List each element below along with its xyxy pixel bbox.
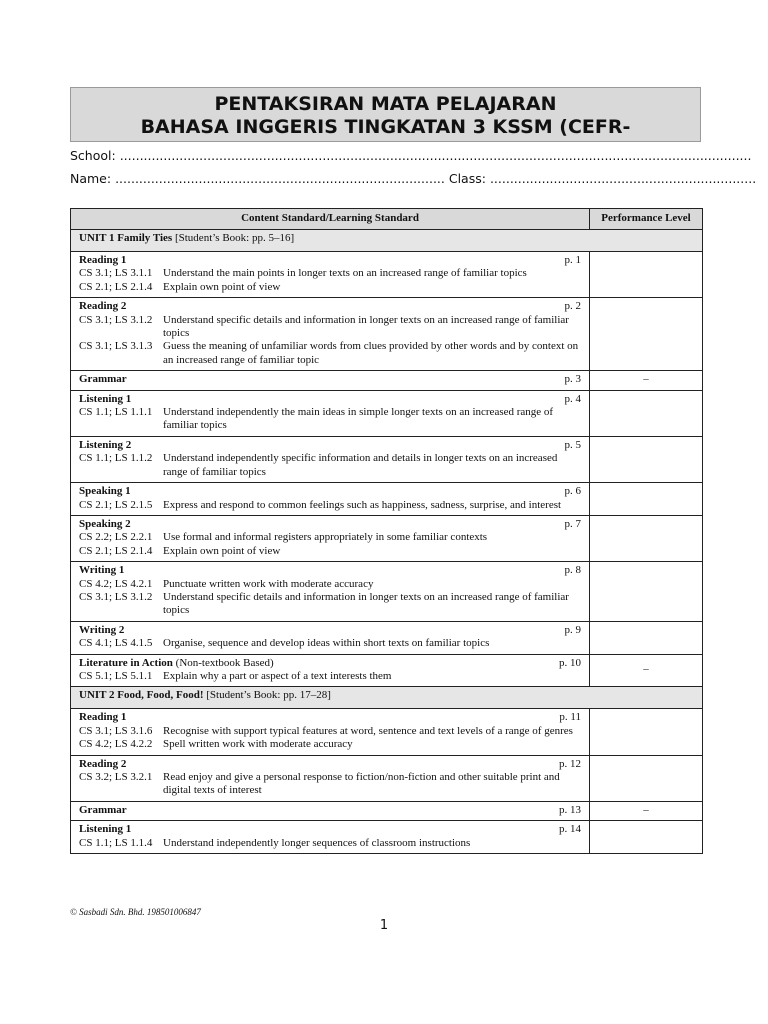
page-ref: p. 11 <box>559 711 581 724</box>
standard-description: Understand independently specific information and details in longer texts on an increased range of familiar topics <box>163 452 558 478</box>
standard-code: CS 4.2; LS 4.2.2 <box>79 738 153 751</box>
standard-description: Explain own point of view <box>163 544 281 557</box>
standard-code: CS 5.1; LS 5.1.1 <box>79 669 153 682</box>
class-dots: ................................................................... <box>489 171 757 186</box>
learning-standard <box>79 837 581 850</box>
table-row <box>71 515 703 561</box>
learning-standard <box>79 771 581 798</box>
learning-standard <box>79 670 581 683</box>
standard-code: CS 3.1; LS 3.1.3 <box>79 340 153 353</box>
page-ref: p. 8 <box>564 564 581 577</box>
table-row <box>71 801 703 820</box>
learning-standard <box>79 545 581 558</box>
standard-description: Use formal and informal registers appropriately in some familiar contexts <box>163 531 488 544</box>
standard-description: Understand the main points in longer texts on an increased range of familiar topics <box>163 267 527 280</box>
standard-cell <box>71 801 590 820</box>
table-row <box>71 654 703 687</box>
learning-standard <box>79 725 581 738</box>
section-title: Literature in Action <box>79 656 173 669</box>
standard-cell <box>71 483 590 516</box>
learning-standard <box>79 452 581 479</box>
standard-code: CS 2.2; LS 2.2.1 <box>79 531 153 544</box>
standard-code: CS 3.1; LS 3.1.6 <box>79 724 153 737</box>
standard-cell <box>71 709 590 755</box>
table-row <box>71 298 703 371</box>
standard-description: Organise, sequence and develop ideas within short texts on familiar topics <box>163 637 490 650</box>
name-dots: ................................................................................... <box>115 171 445 186</box>
performance-level-cell[interactable]: – <box>590 801 703 820</box>
page-ref: p. 5 <box>564 438 581 451</box>
standard-cell <box>71 298 590 371</box>
table-row <box>71 252 703 298</box>
standard-description: Explain why a part or aspect of a text interests them <box>163 669 392 682</box>
school-field[interactable] <box>70 148 751 163</box>
standard-description: Recognise with support typical features at word, sentence and text levels of a range of genres <box>163 724 573 737</box>
table-body <box>71 230 703 854</box>
standard-description: Explain own point of view <box>163 280 281 293</box>
name-class-field[interactable] <box>70 171 756 186</box>
standard-cell <box>71 821 590 854</box>
standard-description: Punctuate written work with moderate accuracy <box>163 577 374 590</box>
section-title: Listening 1 <box>79 392 132 405</box>
learning-standard <box>79 340 581 367</box>
standard-cell <box>71 621 590 654</box>
performance-level-cell[interactable] <box>590 515 703 561</box>
learning-standard <box>79 738 581 751</box>
section-title: Reading 2 <box>79 300 127 313</box>
page-ref: p. 3 <box>564 373 581 386</box>
unit-label: UNIT 1 Family Ties <box>79 232 173 244</box>
section-title: Writing 1 <box>79 564 125 577</box>
learning-standard <box>79 591 581 618</box>
performance-level-cell[interactable] <box>590 821 703 854</box>
performance-level-cell[interactable] <box>590 562 703 622</box>
performance-level-cell[interactable]: – <box>590 371 703 390</box>
standard-description: Express and respond to common feelings such as happiness, sadness, surprise, and interest <box>163 498 562 511</box>
standard-cell <box>71 371 590 390</box>
standard-description: Understand specific details and information in longer texts on an increased range of familiar topics <box>163 313 569 340</box>
standard-cell <box>71 654 590 687</box>
section-title: Grammar <box>79 373 127 386</box>
standard-description: Understand specific details and information in longer texts on an increased range of familiar topics <box>163 590 569 617</box>
col-header-performance: Performance Level <box>590 209 703 230</box>
section-title: Reading 2 <box>79 757 127 770</box>
performance-level-cell[interactable] <box>590 390 703 436</box>
page-ref: p. 10 <box>559 656 581 669</box>
unit-label: UNIT 2 Food, Food, Food! <box>79 689 204 702</box>
standard-description: Understand independently longer sequences of classroom instructions <box>163 836 471 849</box>
section-title: Grammar <box>79 803 127 816</box>
standard-cell <box>71 562 590 622</box>
copyright-footer: © Sasbadi Sdn. Bhd. 198501006847 <box>70 907 201 917</box>
table-row <box>71 371 703 390</box>
performance-level-cell[interactable] <box>590 436 703 482</box>
page-ref: p. 6 <box>564 485 581 498</box>
performance-level-cell[interactable]: – <box>590 654 703 687</box>
standard-code: CS 3.1; LS 3.1.2 <box>79 313 153 326</box>
page-ref: p. 1 <box>564 254 581 266</box>
table-row <box>71 436 703 482</box>
standard-cell <box>71 515 590 561</box>
standard-cell <box>71 755 590 801</box>
standard-code: CS 1.1; LS 1.1.2 <box>79 452 153 465</box>
learning-standard <box>79 499 581 512</box>
learning-standard <box>79 637 581 650</box>
standard-description: Read enjoy and give a personal response to fiction/non-fiction and other suitable print and digital texts of interest <box>163 771 560 797</box>
standard-code: CS 3.1; LS 3.1.2 <box>79 590 153 603</box>
unit-ref: [Student’s Book: pp. 5–16] <box>174 232 295 244</box>
section-title: Listening 2 <box>79 438 132 451</box>
standard-description: Spell written work with moderate accuracy <box>163 738 353 751</box>
standard-code: CS 2.1; LS 2.1.4 <box>79 544 153 557</box>
page-ref: p. 2 <box>564 300 581 313</box>
name-label: Name: <box>70 171 112 186</box>
page-ref: p. 9 <box>564 623 581 636</box>
standard-cell <box>71 252 590 298</box>
standard-cell <box>71 436 590 482</box>
section-title: Speaking 1 <box>79 485 131 498</box>
page-number: 1 <box>379 918 389 933</box>
title-line-2: BAHASA INGGERIS TINGKATAN 3 KSSM (CEFR- <box>140 116 631 138</box>
standard-description: Guess the meaning of unfamiliar words from clues provided by other words and by context on an increased range of familiar topic <box>163 340 579 366</box>
learning-standard <box>79 531 581 544</box>
learning-standard <box>79 281 581 294</box>
section-note: (Non-textbook Based) <box>175 656 274 669</box>
table-row <box>71 709 703 755</box>
table-row <box>71 390 703 436</box>
standard-code: CS 2.1; LS 2.1.4 <box>79 280 153 293</box>
standard-code: CS 2.1; LS 2.1.5 <box>79 498 153 511</box>
school-dots: ............................................................................................................................................................... <box>119 148 752 163</box>
learning-standard <box>79 314 581 341</box>
school-label: School: <box>70 148 116 163</box>
table-row <box>71 483 703 516</box>
standard-description: Understand independently the main ideas in simple longer texts on an increased range of familiar topics <box>163 406 554 432</box>
table-row <box>71 621 703 654</box>
title-line-1: PENTAKSIRAN MATA PELAJARAN <box>214 93 557 115</box>
standard-code: CS 3.1; LS 3.1.1 <box>79 267 153 280</box>
performance-level-cell[interactable] <box>590 298 703 371</box>
standard-code: CS 4.2; LS 4.2.1 <box>79 577 153 590</box>
standard-code: CS 1.1; LS 1.1.1 <box>79 406 153 419</box>
section-title: Speaking 2 <box>79 517 131 530</box>
assessment-table <box>70 208 703 854</box>
title-box <box>70 87 701 142</box>
table-row <box>71 755 703 801</box>
standard-cell <box>71 390 590 436</box>
standard-code: CS 4.1; LS 4.1.5 <box>79 637 153 650</box>
section-title: Reading 1 <box>79 254 127 266</box>
section-title: Writing 2 <box>79 623 125 636</box>
standard-code: CS 1.1; LS 1.1.4 <box>79 836 153 849</box>
learning-standard <box>79 406 581 433</box>
section-title: Reading 1 <box>79 711 127 724</box>
learning-standard <box>79 267 581 280</box>
performance-level-cell[interactable] <box>590 252 703 298</box>
page-ref: p. 12 <box>559 757 581 770</box>
table-row <box>71 821 703 854</box>
col-header-standard: Content Standard/Learning Standard <box>71 209 590 230</box>
section-title: Listening 1 <box>79 823 132 836</box>
performance-level-cell[interactable] <box>590 621 703 654</box>
table-row <box>71 562 703 622</box>
learning-standard <box>79 578 581 591</box>
performance-level-cell[interactable] <box>590 755 703 801</box>
page-ref: p. 7 <box>564 517 581 530</box>
page-ref: p. 4 <box>564 392 581 405</box>
unit-row <box>71 230 703 252</box>
class-label: Class: <box>448 171 486 186</box>
standard-code: CS 3.2; LS 3.2.1 <box>79 771 153 783</box>
unit-row <box>71 687 703 709</box>
page-ref: p. 13 <box>559 803 581 816</box>
performance-level-cell[interactable] <box>590 483 703 516</box>
unit-ref: [Student’s Book: pp. 17–28] <box>206 689 331 702</box>
performance-level-cell[interactable] <box>590 709 703 755</box>
page-ref: p. 14 <box>559 823 581 836</box>
